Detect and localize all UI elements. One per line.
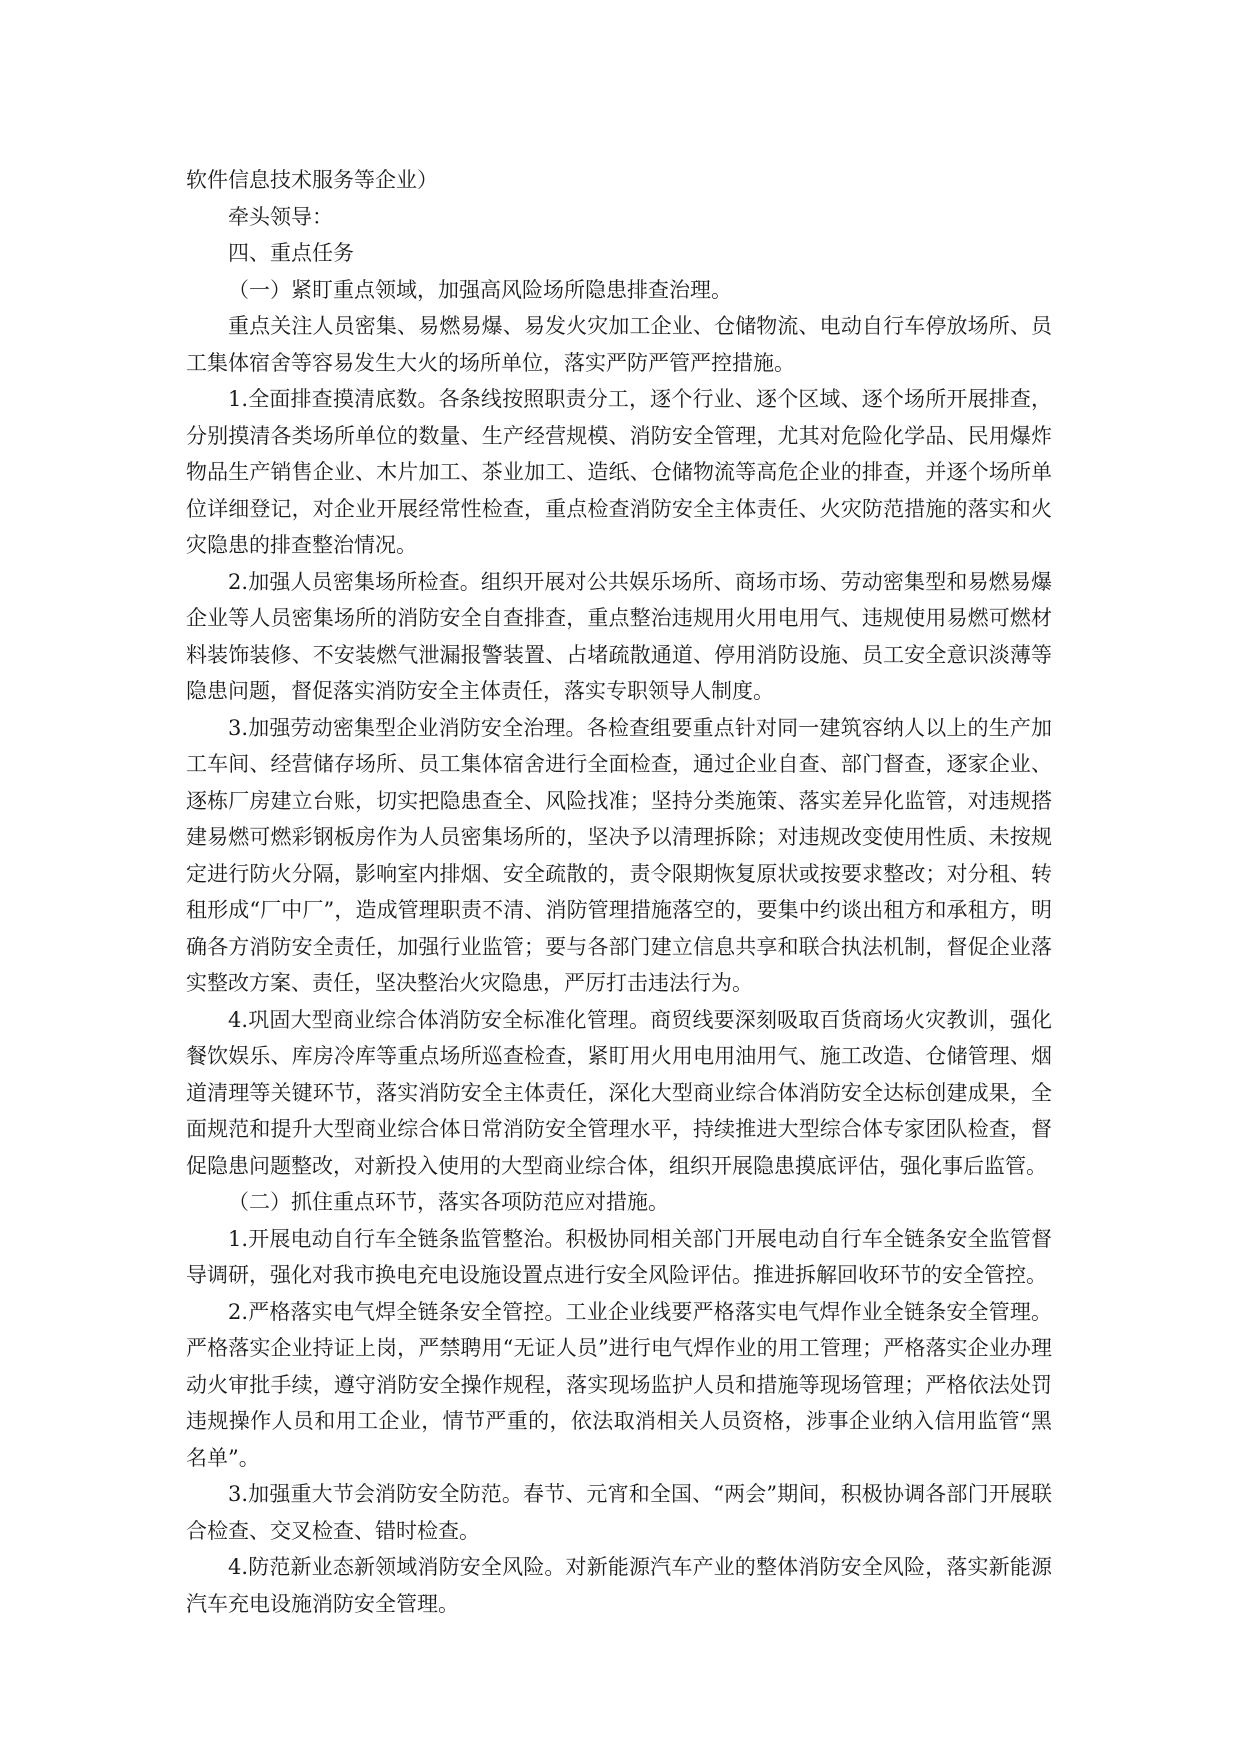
section-heading: 四、重点任务 [228,241,354,265]
paragraph-lead: 牵头领导： [228,204,333,229]
paragraph-continuation: 软件信息技术服务等企业） [186,168,438,192]
document-page [186,162,1052,1622]
paragraph: 3.加强劳动密集型企业消防安全治理。各检查组要重点针对同一建筑容纳人以上的生产加工车间、经营储存场所、员工集体宿舍进行全面检查，通过企业自查、部门督查，逐家企业、逐栋厂房建立台账，切实把隐患查全、风险找准；坚持分类施策、落实差异化监管，对违规搭建易燃可燃彩钢板房作为人员密集场所的，坚决予以清理拆除；对违规改变使用性质、未按规定进行防火分隔，影响室内排烟、安全疏散的，责令限期恢复原状或按要求整改；对分租、转租形成“厂中厂”，造成管理职责不清、消防管理措施落空的，要集中约谈出租方和承租方，明确各方消防安全责任，加强行业监管；要与各部门建立信息共享和联合执法机制，督促企业落实整改方案、责任，坚决整治火灾隐患，严厉打击违法行为。 [186,715,1052,995]
subsection-heading: （二）抓住重点环节，落实各项防范应对措施。 [228,1190,669,1214]
paragraph: 1.全面排查摸清底数。各条线按照职责分工，逐个行业、逐个区域、逐个场所开展排查，分别摸清各类场所单位的数量、生产经营规模、消防安全管理，尤其对危险化学品、民用爆炸物品生产销售企业、木片加工、茶业加工、造纸、仓储物流等高危企业的排查，并逐个场所单位详细登记，对企业开展经常性检查，重点检查消防安全主体责任、火灾防范措施的落实和火灾隐患的排查整治情况。 [186,387,1052,557]
paragraph: 2.严格落实电气焊全链条安全管控。工业企业线要严格落实电气焊作业全链条安全管理。严格落实企业持证上岗，严禁聘用“无证人员”进行电气焊作业的用工管理；严格落实企业办理动火审批手续，遵守消防安全操作规程，落实现场监护人员和措施等现场管理；严格依法处罚违规操作人员和用工企业，情节严重的，依法取消相关人员资格，涉事企业纳入信用监管“黑名单”。 [186,1299,1052,1470]
paragraph: 重点关注人员密集、易燃易爆、易发火灾加工企业、仓储物流、电动自行车停放场所、员工集体宿舍等容易发生大火的场所单位，落实严防严管严控措施。 [186,314,1052,375]
paragraph: 3.加强重大节会消防安全防范。春节、元宵和全国、“两会”期间，积极协调各部门开展联合检查、交叉检查、错时检查。 [186,1482,1052,1543]
paragraph: 2.加强人员密集场所检查。组织开展对公共娱乐场所、商场市场、劳动密集型和易燃易爆企业等人员密集场所的消防安全自查排查，重点整治违规用火用电用气、违规使用易燃可燃材料装饰装修、不安装燃气泄漏报警装置、占堵疏散通道、停用消防设施、员工安全意识淡薄等隐患问题，督促落实消防安全主体责任，落实专职领导人制度。 [186,569,1052,703]
paragraph: 4.巩固大型商业综合体消防安全标准化管理。商贸线要深刻吸取百货商场火灾教训，强化餐饮娱乐、库房冷库等重点场所巡查检查，紧盯用火用电用油用气、施工改造、仓储管理、烟道清理等关键环节，落实消防安全主体责任，深化大型商业综合体消防安全达标创建成果，全面规范和提升大型商业综合体日常消防安全管理水平，持续推进大型综合体专家团队检查，督促隐患问题整改，对新投入使用的大型商业综合体，组织开展隐患摸底评估，强化事后监管。 [186,1007,1052,1178]
paragraph: 4.防范新业态新领域消防安全风险。对新能源汽车产业的整体消防安全风险，落实新能源汽车充电设施消防安全管理。 [186,1555,1052,1616]
paragraph: 1.开展电动自行车全链条监管整治。积极协同相关部门开展电动自行车全链条安全监管督导调研，强化对我市换电充电设施设置点进行安全风险评估。推进拆解回收环节的安全管控。 [186,1226,1052,1287]
subsection-heading: （一）紧盯重点领域，加强高风险场所隐患排查治理。 [228,277,732,302]
